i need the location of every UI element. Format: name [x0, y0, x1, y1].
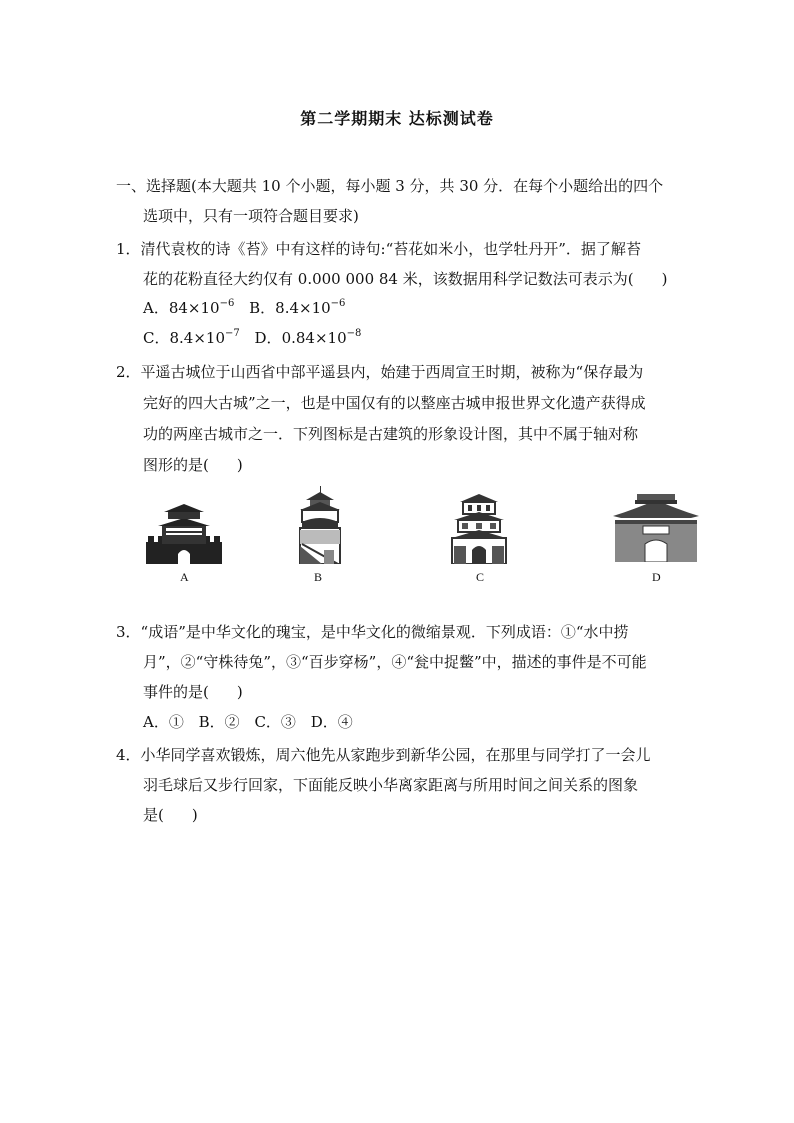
q3-option-b: B．② [198, 713, 240, 731]
q1-close-paren: ) [661, 270, 668, 288]
q1-line1: 1．清代袁枚的诗《苔》中有这样的诗句:“苔花如米小，也学牡丹开”．据了解苔 [116, 240, 641, 258]
q4-line1: 4．小华同学喜欢锻炼，周六他先从家跑步到新华公园，在那里与同学打了一会儿 [116, 746, 651, 764]
q1-options-row1 [143, 298, 355, 318]
q3-line2: 月”，②“守株待兔”，③“百步穿杨”，④“瓮中捉鳖”中，描述的事件是不可能 [143, 653, 647, 671]
building-a-image [146, 502, 222, 564]
building-label-b: B [314, 570, 323, 584]
q3-line3-text: 事件的是( [143, 683, 209, 701]
q4-line2: 羽毛球后又步行回家，下面能反映小华离家距离与所用时间之间关系的图象 [143, 776, 639, 794]
building-d-image [613, 492, 699, 562]
q2-line4 [143, 455, 243, 475]
q3-line1: 3．“成语”是中华文化的瑰宝，是中华文化的微缩景观．下列成语：①“水中捞 [116, 623, 629, 641]
q4-line3-text: 是( [143, 806, 164, 824]
page-title: 第二学期期末 达标测试卷 [300, 109, 494, 128]
building-c-image [450, 492, 508, 564]
q3-option-c: C．③ [254, 713, 296, 731]
q3-close-paren: ) [236, 683, 243, 701]
q4-line3 [143, 805, 198, 825]
q3-option-a: A．① [143, 713, 184, 731]
building-b-image [292, 486, 348, 564]
section-heading-line1: 一、选择题(本大题共 10 个小题，每小题 3 分，共 30 分．在每个小题给出的四个 [116, 177, 664, 195]
q3-options [143, 712, 363, 732]
building-label-d: D [652, 570, 661, 584]
q1-line2 [143, 269, 667, 289]
q3-option-d: D．④ [310, 713, 353, 731]
q1-line2-text: 花的花粉直径大约仅有 0.000 000 84 米，该数据用科学记数法可表示为( [143, 270, 634, 288]
q1-option-b: B．$8.4\times 10^{-6}$ [249, 298, 346, 317]
building-images [140, 488, 710, 588]
q1-option-a: A．$84\times 10^{-6}$ [143, 298, 235, 317]
q2-close-paren: ) [236, 456, 243, 474]
building-label-a: A [180, 570, 189, 584]
q3-line3 [143, 682, 243, 702]
q2-line1: 2．平遥古城位于山西省中部平遥县内，始建于西周宣王时期，被称为“保存最为 [116, 363, 644, 381]
section-heading-line2: 选项中，只有一项符合题目要求) [143, 207, 359, 225]
q2-line2: 完好的四大古城”之一，也是中国仅有的以整座古城申报世界文化遗产获得成 [143, 394, 646, 412]
q4-close-paren: ) [191, 806, 198, 824]
q1-options-row2 [143, 328, 371, 348]
q1-option-c: C．$8.4\times 10^{-7}$ [143, 328, 240, 347]
q2-line3: 功的两座古城市之一．下列图标是古建筑的形象设计图，其中不属于轴对称 [143, 425, 639, 443]
q1-option-d: D．$0.84\times 10^{-8}$ [254, 328, 362, 347]
q2-line4-text: 图形的是( [143, 456, 209, 474]
building-label-c: C [476, 570, 485, 584]
